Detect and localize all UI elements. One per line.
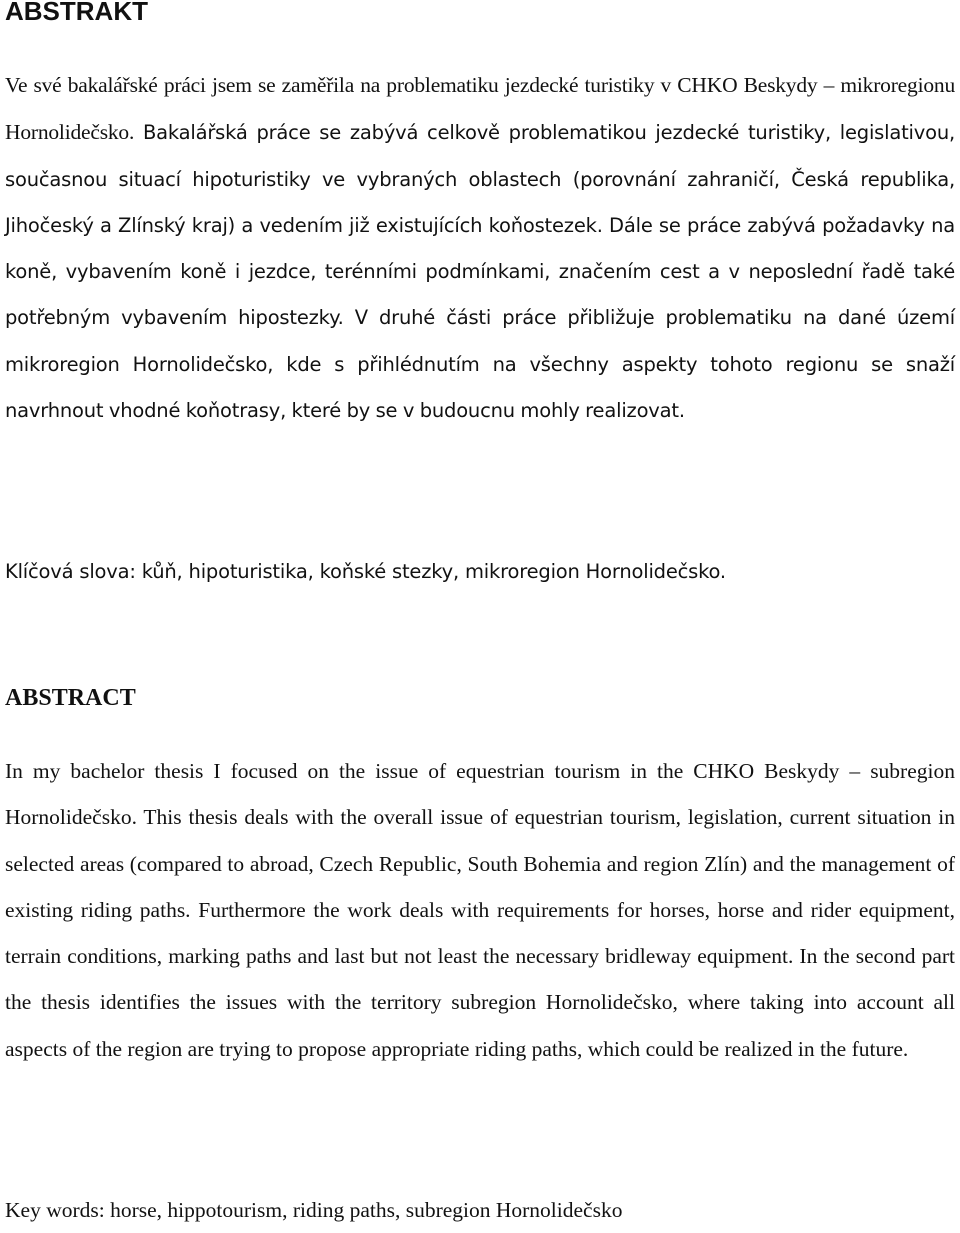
- abstract-paragraph-czech-rest: Bakalářská práce se zabývá celkově problematikou jezdecké turistiky, legislativou, současnou situací hipoturistiky ve vybraných oblastech (porovnání zahraničí, Česká republika, Jihočeský a Zlínský kraj) a vedením již existujících koňostezek. Dále se práce zabývá požadavky na koně, vybavením koně i jezdce, terénními podmínkami, značením cest a v neposlední řadě také potřebným vybavením hipostezky. V druhé části práce přibližuje problematiku na dané území mikroregion Hornolidečsko, kde s přihlédnutím na všechny aspekty tohoto regionu se snaží navrhnout vhodné koňotrasy, které by se v budoucnu mohly realizovat.: [5, 121, 955, 423]
- abstract-paragraph-czech: [5, 62, 955, 434]
- keywords-czech: Klíčová slova: kůň, hipoturistika, koňské stezky, mikroregion Hornolidečsko.: [5, 560, 726, 583]
- abstract-heading-english: ABSTRACT: [5, 685, 136, 711]
- abstract-paragraph-czech-lead: Ve své bakalářské práci jsem se zaměřila na problematiku jezdecké turistiky v CHKO Beskydy – mikroregionu Hornolidečsko.: [5, 73, 955, 145]
- keywords-english: Key words: horse, hippotourism, riding paths, subregion Hornolidečsko: [5, 1198, 623, 1222]
- abstract-heading-czech: ABSTRAKT: [5, 0, 148, 26]
- abstract-paragraph-english: In my bachelor thesis I focused on the issue of equestrian tourism in the CHKO Beskydy – subregion Hornolidečsko. This thesis deals with the overall issue of equestrian tourism, legislation, current situation in selected areas (compared to abroad, Czech Republic, South Bohemia and region Zlín) and the management of existing riding paths. Furthermore the work deals with requirements for horses, horse and rider equipment, terrain conditions, marking paths and last but not least the necessary bridleway equipment. In the second part the thesis identifies the issues with the territory subregion Hornolidečsko, where taking into account all aspects of the region are trying to propose appropriate riding paths, which could be realized in the future.: [5, 759, 955, 1061]
